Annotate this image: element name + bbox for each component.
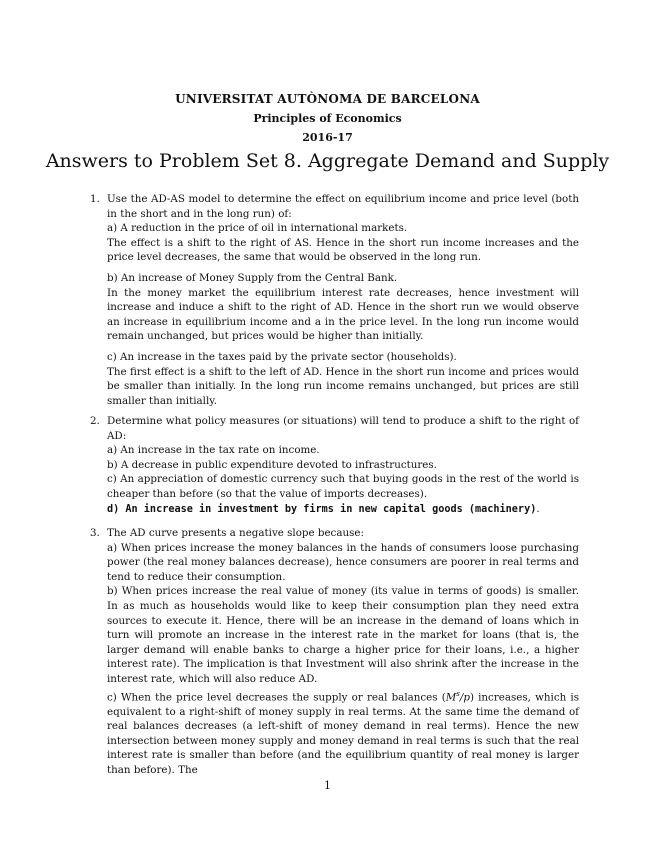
item-a-label: a) A reduction in the price of oil in international markets.: [107, 222, 408, 235]
question-prompt: Use the AD-AS model to determine the effect on equilibrium income and price level (both in the short and in the long run) of:: [107, 193, 579, 220]
item-b: b) When prices increase the real value of money (its value in terms of goods) is smaller. In as much as households would like to keep their consumption plan they need extra sources to execute it. Hence, there will be an increase in the demand of loans which in turn will promote an increase in the interest rate in the market for loans (that is, the larger demand will enable banks to charge a higher price for their loans, i.e., a higher interest rate). The implication is that Investment will also shrink after the increase in the interest rate, which will also reduce AD.: [107, 585, 579, 685]
item-c-label: c) An increase in the taxes paid by the private sector (households).: [107, 350, 457, 363]
university-name: UNIVERSITAT AUTÒNOMA DE BARCELONA: [175, 92, 480, 106]
question-prompt: Determine what policy measures (or situations) will tend to produce a shift to the right of AD:: [107, 415, 579, 442]
page-number: 1: [324, 779, 331, 792]
item-a-answer: The effect is a shift to the right of AS. Hence in the short run income increases and the price level decreases, the same that would be observed in the long run.: [107, 236, 579, 264]
page-title: Answers to Problem Set 8. Aggregate Demand and Supply: [45, 150, 610, 172]
item-a: a) An increase in the tax rate on income.: [107, 444, 320, 457]
question-number: 2.: [90, 415, 100, 427]
question-number: 1.: [90, 193, 100, 205]
item-a: a) When prices increase the money balances in the hands of consumers loose purchasing power (the real money balances decrease), hence consumers are poorer in real terms and tend to reduce their consumption.: [107, 541, 579, 583]
course-name: Principles of Economics: [253, 112, 402, 125]
formula-sup: s: [456, 689, 460, 698]
item-b-label: b) An increase of Money Supply from the Central Bank.: [107, 271, 398, 284]
item-c-start: c) When the price level decreases the supply or real balances (: [107, 690, 446, 703]
question-2: [90, 414, 579, 517]
formula-m: M: [445, 690, 457, 703]
item-d-correct: [107, 502, 579, 518]
formula-p: /p: [459, 690, 470, 703]
item-c-rest: ) increases, which is equivalent to a right-shift of money supply in real terms. At the same time the demand of real balances decreases (a left-shift of money demand in real terms). Hence the new intersection between money supply and money demand in real terms is such that the real interest rate is smaller than before (and the equilibrium quantity of real money is larger than before). The: [107, 690, 579, 776]
academic-year: 2016-17: [302, 131, 353, 144]
question-1: [90, 192, 579, 408]
item-c: [107, 687, 579, 778]
question-prompt: The AD curve presents a negative slope because:: [107, 527, 364, 539]
item-b: b) A decrease in public expenditure devoted to infrastructures.: [107, 458, 437, 471]
correct-answer: d) An increase in investment by firms in new capital goods (machinery): [107, 503, 537, 515]
item-c-answer: The first effect is a shift to the left of AD. Hence in the short run income and prices would be smaller than initially. In the long run income remains unchanged, but prices are still smaller than initially.: [107, 365, 579, 407]
period: .: [536, 502, 540, 515]
question-number: 3.: [90, 527, 100, 539]
question-3: [90, 526, 579, 778]
item-c: c) An appreciation of domestic currency such that buying goods in the rest of the world is cheaper than before (so that the value of imports decreases).: [107, 473, 579, 500]
item-b-answer: In the money market the equilibrium interest rate decreases, hence investment will increase and induce a shift to the right of AD. Hence in the short run we would observe an increase in equilibrium income and a in the price level. In the long run income would remain unchanged, but prices would be higher than initially.: [107, 286, 579, 343]
